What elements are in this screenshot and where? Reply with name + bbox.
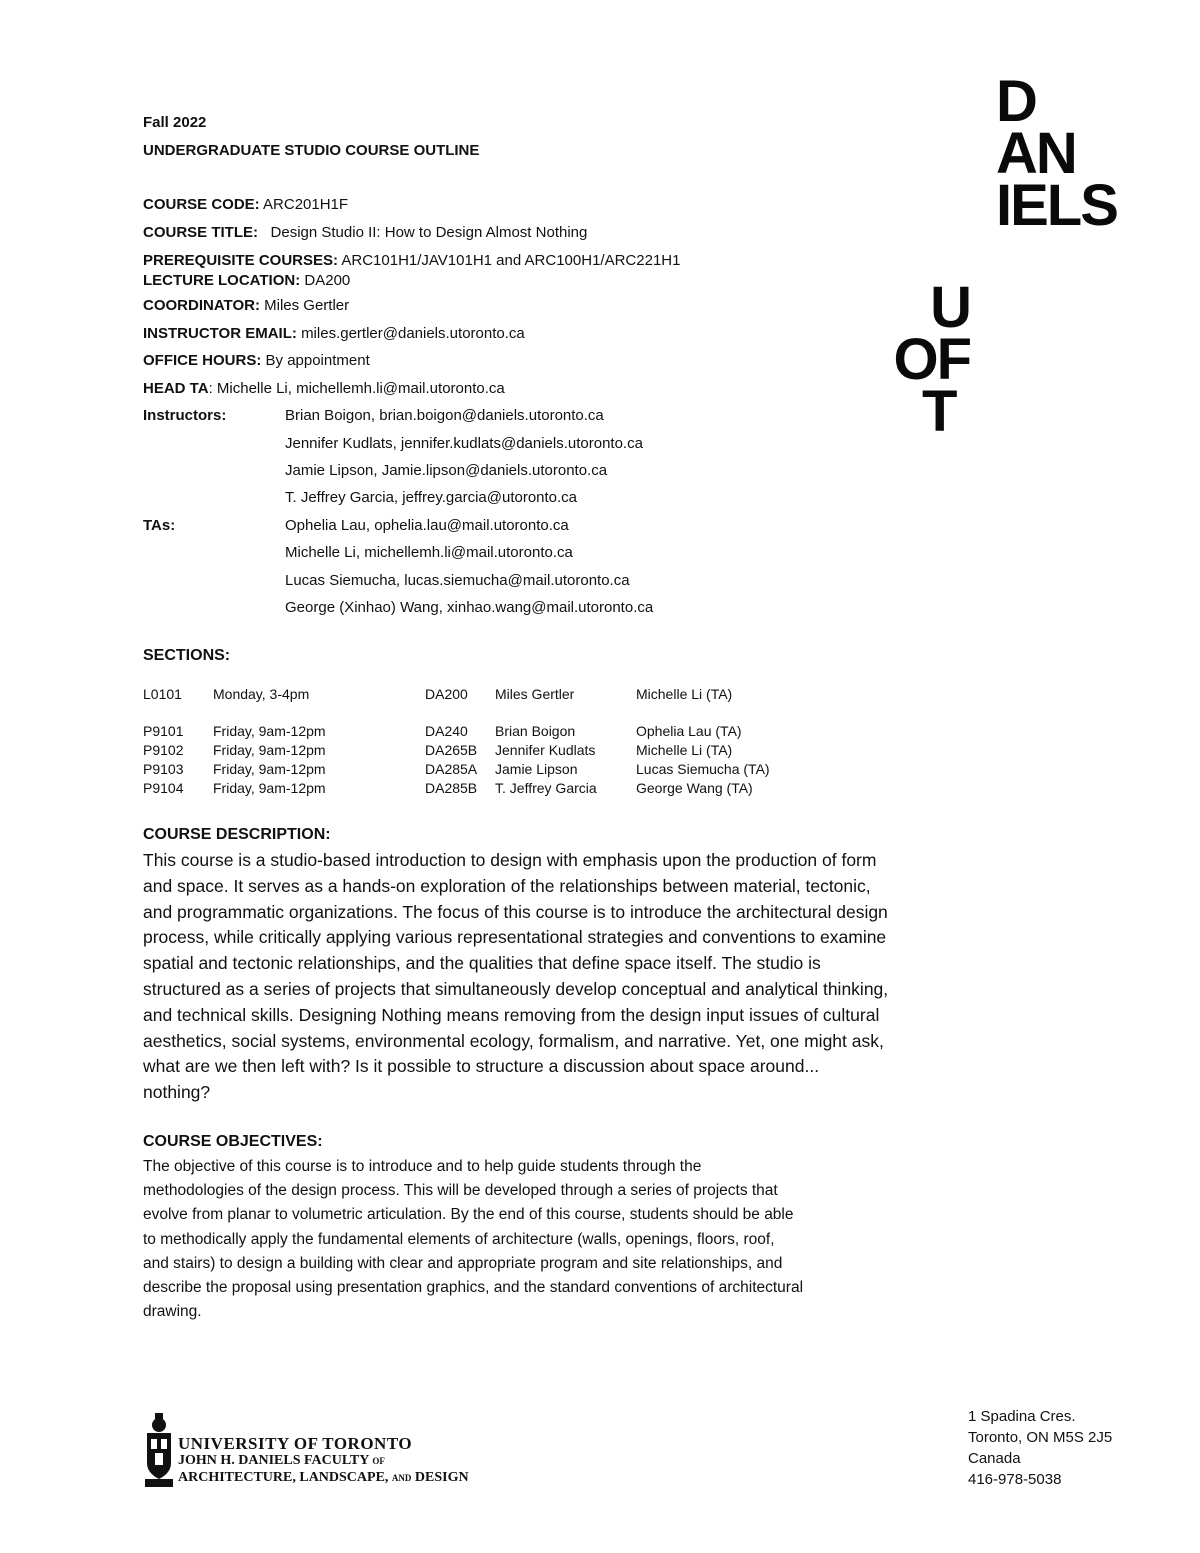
tas-label: TAs: xyxy=(143,517,176,534)
description-heading: COURSE DESCRIPTION: xyxy=(143,826,331,843)
office-hours: OFFICE HOURS: By appointment xyxy=(143,352,370,369)
sections-heading: SECTIONS: xyxy=(143,647,231,664)
description-body: This course is a studio-based introduction to design with emphasis upon the production of form and space. It serves as a hands-on exploration of the relationships between material, tectonic, and programmatic organizations. The focus of this course is to introduce the architectural design process, while critically applying various representational strategies and conventions to examine spatial and tectonic relationships, and the qualities that define space itself. The studio is structured as a series of projects that simultaneously develop conceptual and analytical thinking, and technical skills. Designing Nothing means removing from the design input issues of cultural aesthetics, social systems, environmental ecology, formalism, and narrative. Yet, one might ask, what are we then left with? Is it possible to structure a discussion about space around... nothing? xyxy=(143,850,889,1103)
faculty-line1: JOHN H. DANIELS FACULTY OF xyxy=(178,1453,385,1468)
ta-item: George (Xinhao) Wang, xinhao.wang@mail.utoronto.ca xyxy=(285,599,654,616)
objectives-body: The objective of this course is to introduce and to help guide students through the methodologies of the design process. This will be developed through a series of projects that evolve from planar to volumetric articulation. By the end of this course, students should be able to methodically apply the fundamental elements of architecture (walls, openings, floors, roof, and stairs) to design a building with clear and appropriate program and site relationships, and describe the proposal using presentation graphics, and the standard conventions of architectural drawing. xyxy=(143,1158,804,1321)
sections-table xyxy=(143,686,836,799)
uoft-crest-icon xyxy=(143,1413,175,1489)
ta-item: Michelle Li, michellemh.li@mail.utoronto.ca xyxy=(285,544,573,561)
instructor-item: T. Jeffrey Garcia, jeffrey.garcia@utoronto.ca xyxy=(285,489,578,506)
instructor-item: Jennifer Kudlats, jennifer.kudlats@daniels.utoronto.ca xyxy=(285,435,643,452)
prerequisite-courses: PREREQUISITE COURSES: ARC101H1/JAV101H1 and ARC100H1/ARC221H1 xyxy=(143,252,681,269)
course-code: COURSE CODE: ARC201H1F xyxy=(143,196,349,213)
uoft-logo: U OF T xyxy=(893,275,970,444)
faculty-line2: ARCHITECTURE, LANDSCAPE, AND DESIGN xyxy=(178,1470,469,1485)
course-title: COURSE TITLE: Design Studio II: How to Design Almost Nothing xyxy=(143,224,588,241)
instructor-email: INSTRUCTOR EMAIL: miles.gertler@daniels.utoronto.ca xyxy=(143,325,525,342)
ta-item: Ophelia Lau, ophelia.lau@mail.utoronto.ca xyxy=(285,517,569,534)
table-row: P9102 Friday, 9am-12pm DA265B Jennifer Kudlats Michelle Li (TA) xyxy=(143,742,733,758)
daniels-logo: D AN IELS xyxy=(996,69,1117,238)
table-row: P9101 Friday, 9am-12pm DA240 Brian Boigon Ophelia Lau (TA) xyxy=(143,723,742,739)
lecture-location: LECTURE LOCATION: DA200 xyxy=(143,272,351,289)
objectives-heading: COURSE OBJECTIVES: xyxy=(143,1133,323,1150)
ta-item: Lucas Siemucha, lucas.siemucha@mail.utoronto.ca xyxy=(285,572,630,589)
university-name: UNIVERSITY OF TORONTO xyxy=(178,1434,413,1453)
doc-type: UNDERGRADUATE STUDIO COURSE OUTLINE xyxy=(143,142,480,159)
table-row: L0101 Monday, 3-4pm DA200 Miles Gertler Michelle Li (TA) xyxy=(143,686,733,702)
instructor-item: Jamie Lipson, Jamie.lipson@daniels.utoronto.ca xyxy=(285,462,608,479)
instructor-item: Brian Boigon, brian.boigon@daniels.utoronto.ca xyxy=(285,407,604,424)
instructors-label: Instructors: xyxy=(143,407,227,424)
head-ta: HEAD TA: Michelle Li, michellemh.li@mail.utoronto.ca xyxy=(143,380,505,397)
table-row: P9104 Friday, 9am-12pm DA285B T. Jeffrey Garcia George Wang (TA) xyxy=(143,780,753,796)
address: 1 Spadina Cres. Toronto, ON M5S 2J5 Canada 416-978-5038 xyxy=(968,1408,1113,1488)
term: Fall 2022 xyxy=(143,114,207,131)
coordinator: COORDINATOR: Miles Gertler xyxy=(143,297,350,314)
table-row: P9103 Friday, 9am-12pm DA285A Jamie Lipson Lucas Siemucha (TA) xyxy=(143,761,770,777)
